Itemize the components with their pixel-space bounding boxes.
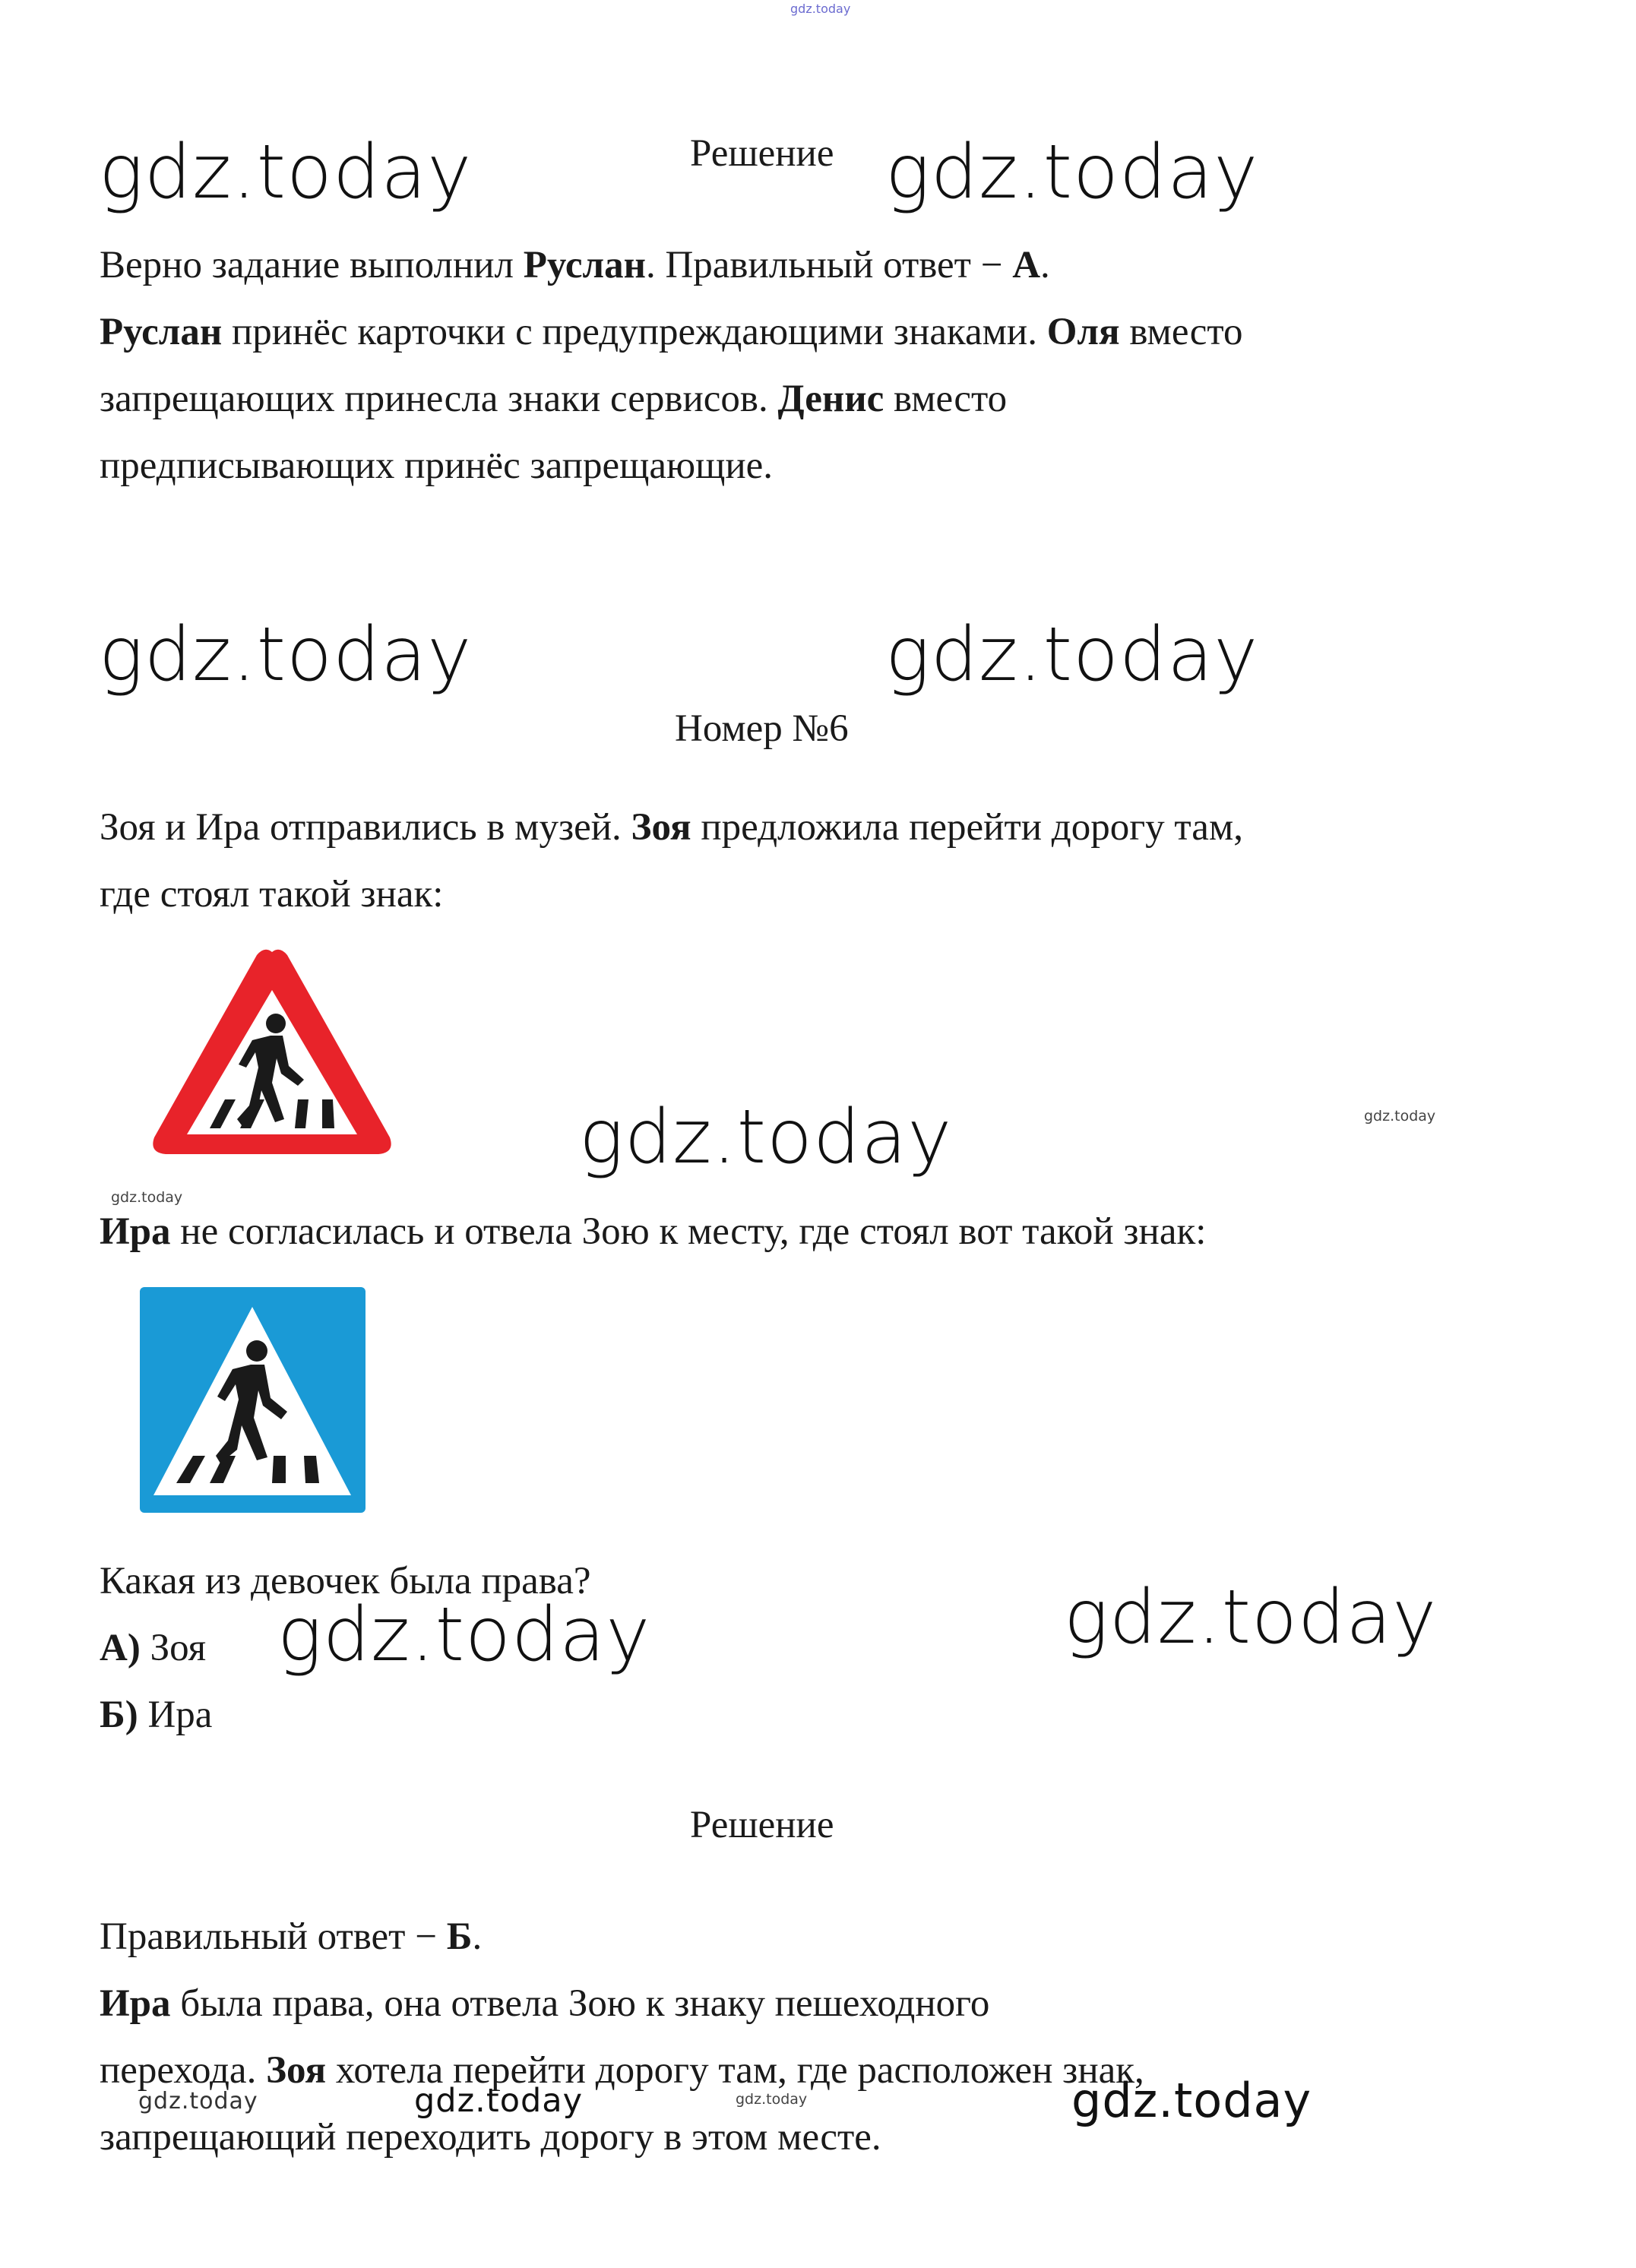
- solution-line: Правильный ответ − Б.: [100, 1915, 483, 1958]
- question-text: Какая из девочек была права?: [100, 1560, 591, 1602]
- solution-line: запрещающих принесла знаки сервисов. Денис вместо: [100, 378, 1008, 420]
- option-b: Б) Ира: [100, 1694, 213, 1736]
- option-a: А) Зоя: [100, 1627, 207, 1669]
- task-heading: Номер №6: [675, 707, 849, 750]
- watermark-small: gdz.today: [736, 2091, 808, 2108]
- watermark: gdz.today: [99, 612, 473, 698]
- watermark-small: gdz.today: [1364, 1108, 1436, 1125]
- watermark: gdz.today: [99, 129, 473, 216]
- solution-heading: Решение: [690, 132, 834, 175]
- solution-line: Верно задание выполнил Руслан. Правильный ответ − А.: [100, 244, 1050, 286]
- solution-heading: Решение: [690, 1804, 834, 1846]
- task-text: Ира не согласилась и отвела Зою к месту, где стоял вот такой знак:: [100, 1210, 1207, 1253]
- solution-line: Руслан принёс карточки с предупреждающими знаками. Оля вместо: [100, 311, 1243, 353]
- task-text: где стоял такой знак:: [100, 873, 444, 916]
- solution-line: предписывающих принёс запрещающие.: [100, 444, 774, 487]
- watermark: gdz.today: [1071, 2073, 1312, 2128]
- task-text: Зоя и Ира отправились в музей. Зоя предложила перейти дорогу там,: [100, 806, 1243, 849]
- watermark-small: gdz.today: [111, 1189, 183, 1206]
- watermark-top: gdz.today: [790, 2, 851, 16]
- watermark: gdz.today: [414, 2082, 584, 2120]
- watermark: gdz.today: [277, 1592, 651, 1678]
- solution-line: Ира была права, она отвела Зою к знаку пешеходного: [100, 1982, 990, 2025]
- pedestrian-crossing-square-icon: [137, 1284, 369, 1516]
- watermark: gdz.today: [885, 129, 1259, 216]
- watermark: gdz.today: [579, 1094, 953, 1181]
- watermark-small: gdz.today: [138, 2088, 258, 2115]
- solution-line: запрещающий переходить дорогу в этом месте.: [100, 2116, 881, 2159]
- watermark: gdz.today: [1064, 1574, 1438, 1661]
- pedestrian-warning-triangle-icon: [143, 938, 401, 1166]
- solution-line: перехода. Зоя хотела перейти дорогу там, где расположен знак,: [100, 2049, 1144, 2092]
- watermark: gdz.today: [885, 612, 1259, 698]
